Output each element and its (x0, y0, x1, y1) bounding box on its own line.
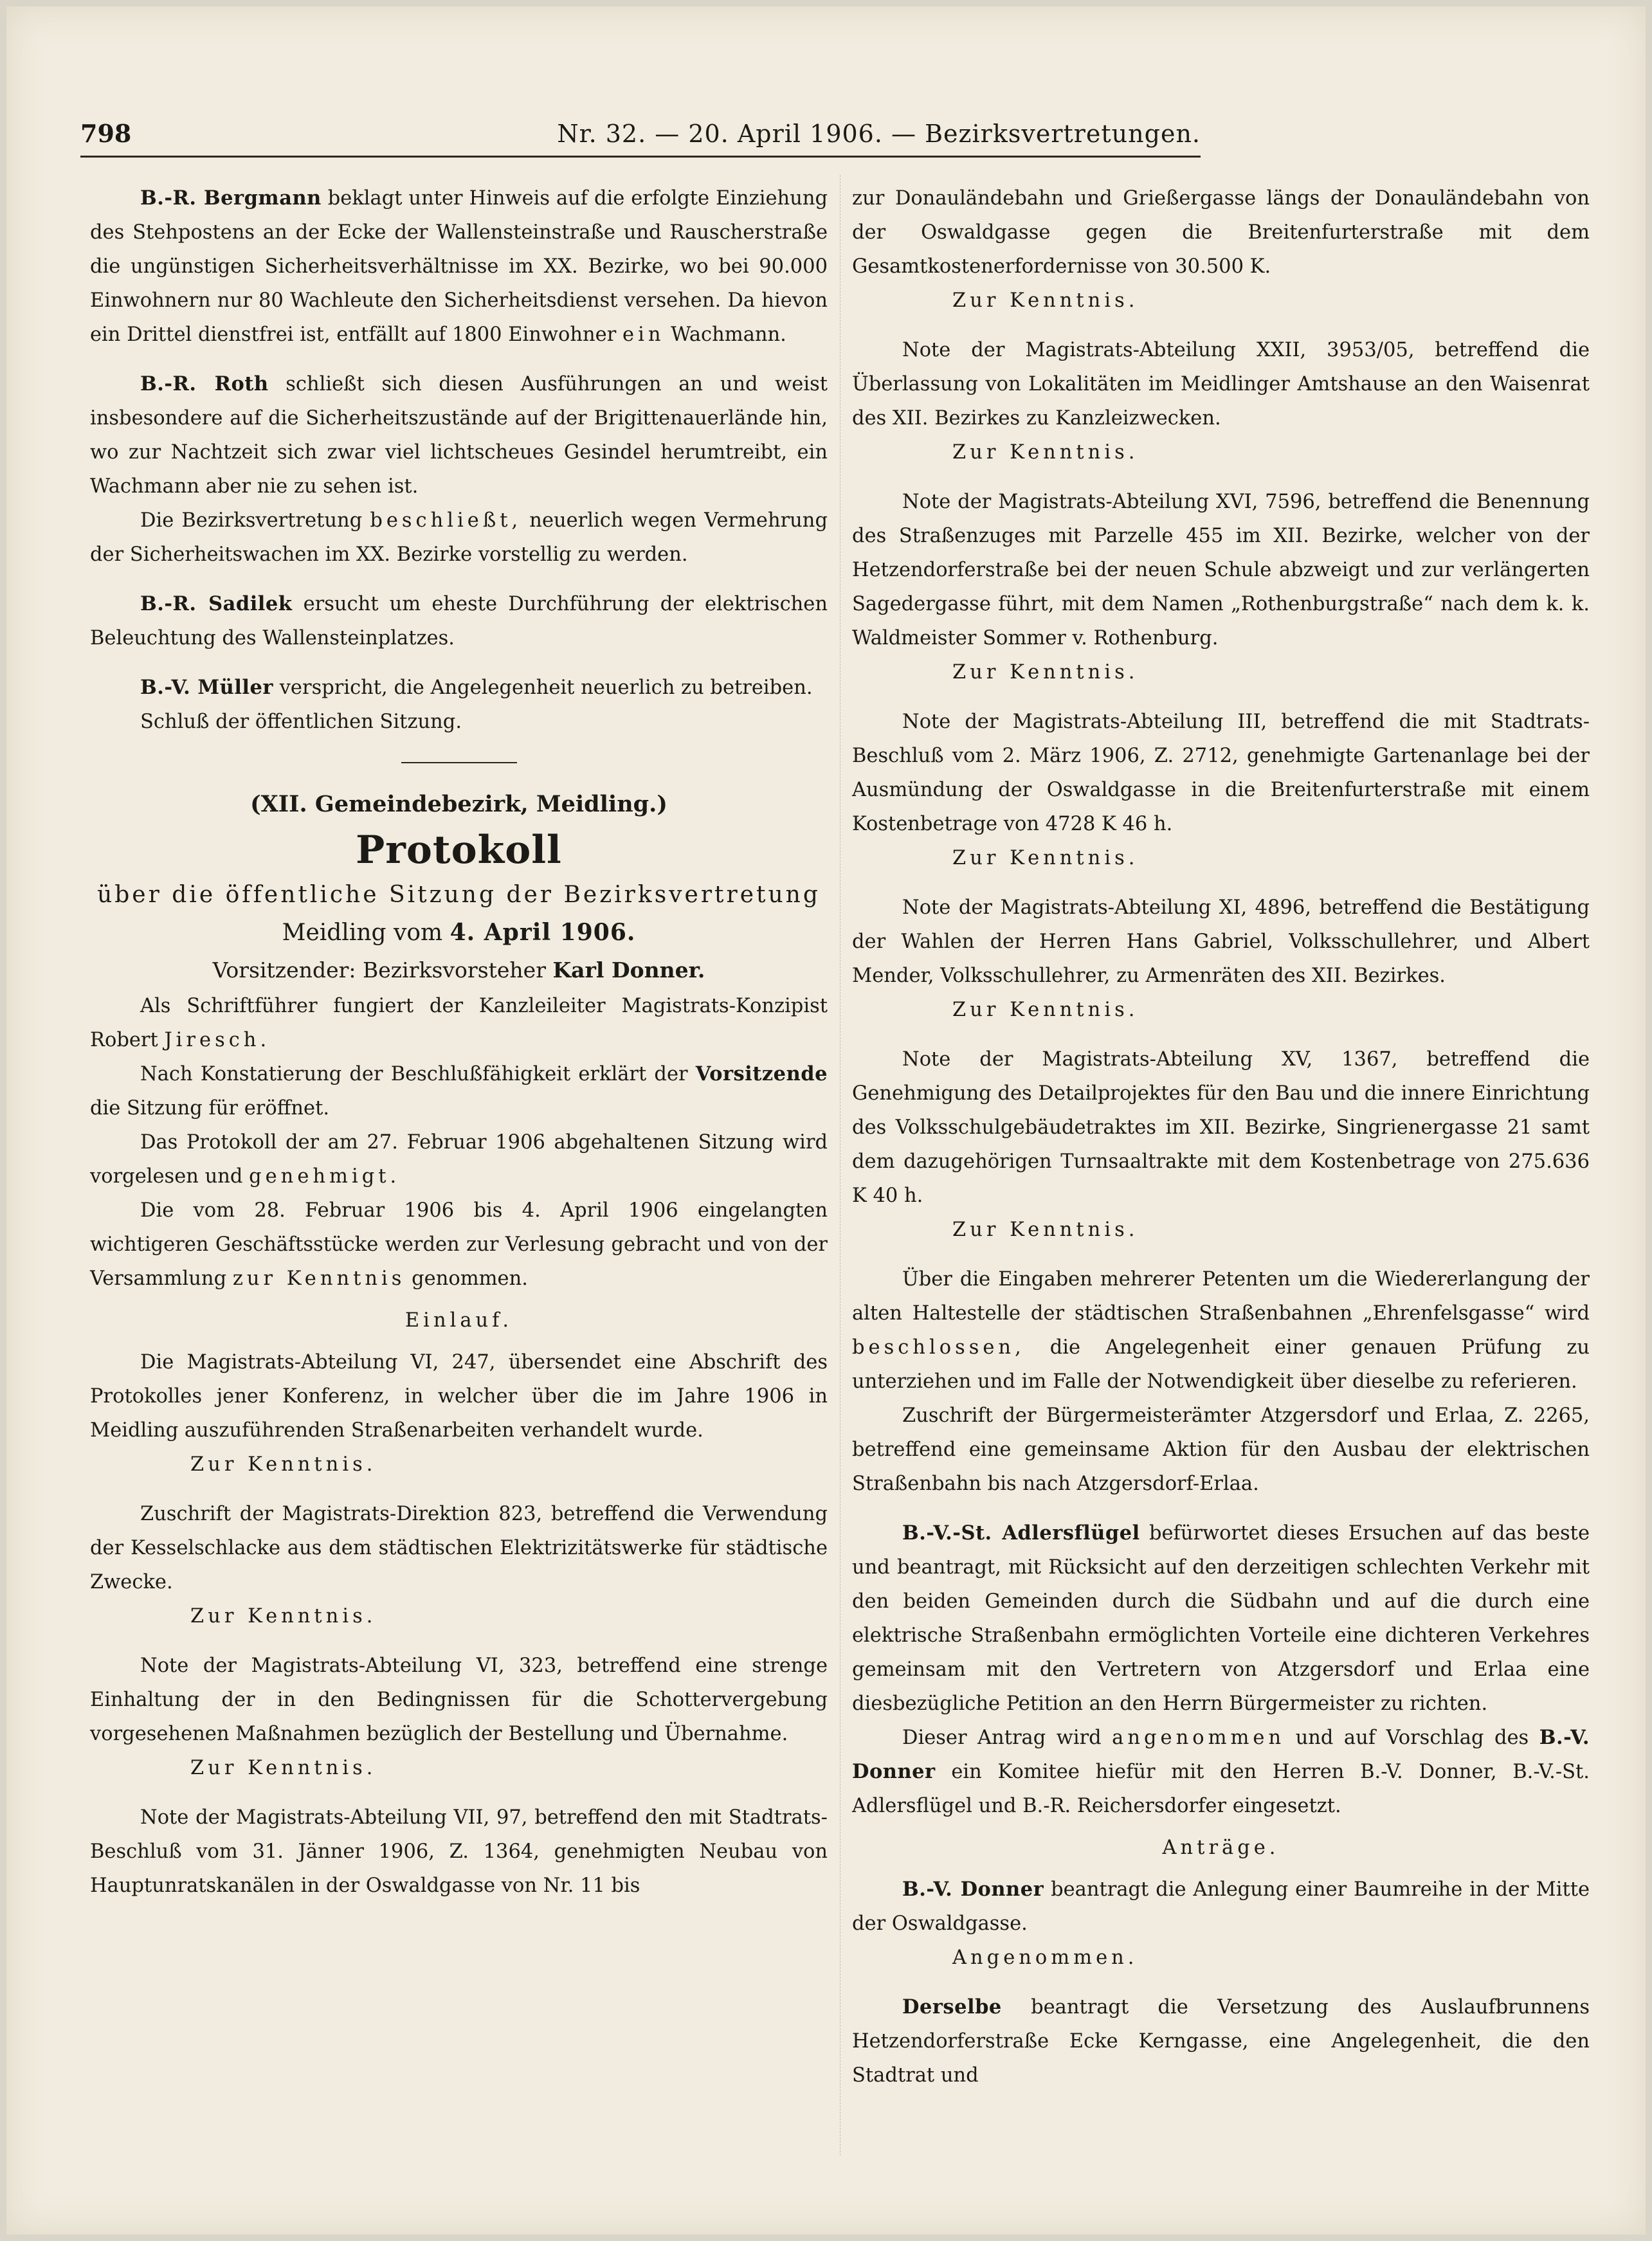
paragraph-text: Über die Eingaben mehrerer Petenten um die Wiedererlangung der alten Haltestelle der städtischen Straßenbahnen „Ehrenfelsgasse“ wird (852, 1268, 1590, 1325)
paragraph-text: genommen. (412, 1267, 528, 1290)
item-text: Note der Magistrats-Abteilung III, betreffend die mit Stadtrats-Beschluß vom 2. März 1906, Z. 2712, genehmigte Gartenanlage bei der Ausmündung der Oswaldgasse in die Breitenfurterstraße mit einem Kostenbetrage von 4728 K 46 h. (852, 711, 1590, 835)
item-text: Die Magistrats-Abteilung VI, 247, übersendet eine Abschrift des Protokolles jener Konferenz, in welcher über die im Jahre 1906 in Meidling auszuführenden Straßenarbeiten verhandelt wurde. (90, 1351, 828, 1442)
page-number: 798 (80, 119, 132, 148)
paragraph-text: und auf Vorschlag des (1295, 1727, 1529, 1749)
paragraph-text: beklagt unter Hinweis auf die erfolgte Einziehung des Stehpostens an der Ecke der Wallensteinstraße und Rauscherstraße die ungünstigen Sicherheitsverhältnisse im XX. Bezirke, wo bei 90.000 Einwohnern nur 80 Wachleute den Sicherheitsdienst versehen. Da hievon ein Drittel dienstfrei ist, entfällt auf 1800 Einwohner (90, 187, 828, 346)
paragraph-secretary (90, 989, 828, 1057)
speaker-name: B.-R. Sadilek (140, 592, 293, 615)
protokoll-subtitle-date (90, 914, 828, 952)
paragraph-petition (852, 1262, 1590, 1399)
item-text: Note der Magistrats-Abteilung VI, 323, betreffend eine strenge Einhaltung der in den Bedingnissen für die Schottervergebung vorgesehenen Maßnahmen bezüglich der Bestellung und Übernahme. (90, 1655, 828, 1745)
spaced-emphasis: ein (622, 323, 665, 346)
session-close: Schluß der öffentlichen Sitzung. (140, 711, 462, 733)
paragraph-quorum (90, 1057, 828, 1125)
item-text: Note der Magistrats-Abteilung XVI, 7596, betreffend die Benennung des Straßenzuges mit Parzelle 455 im XII. Bezirke, welcher von der Hetzendorferstraße bei der neuen Schule abzweigt und zur verlängerten Sagedergasse führt, mit dem Namen „Rothenburgstraße“ nach dem k. k. Waldmeister Sommer v. Rothenburg. (852, 491, 1590, 649)
paragraph-text: beantragt die Anlegung einer Baumreihe in der Mitte der Oswaldgasse. (852, 1878, 1590, 1935)
item-response: Zur Kenntnis. (952, 1219, 1139, 1241)
paragraph-adlersfluegel (852, 1516, 1590, 1721)
item-response: Zur Kenntnis. (952, 441, 1139, 464)
left-column (90, 181, 828, 1903)
item-text: Note der Magistrats-Abteilung XI, 4896, betreffend die Bestätigung der Wahlen der Herren Hans Gabriel, Volksschullehrer, und Albert Mender, Volksschullehrer, zu Armenräten des XII. Bezirkes. (852, 896, 1590, 987)
chair-line (90, 952, 828, 989)
header-rule (80, 156, 1201, 158)
paragraph-text: befürwortet dieses Ersuchen auf das beste und beantragt, mit Rücksicht auf den derzeitigen schlechten Verkehr mit den beiden Gemeinden durch die Südbahn und auf die durch eine elektrische Straßenbahn ermöglichten Vorteile eine dichteren Verkehres gemeinsam mit den Vertretern von Atzgersdorf und Erlaa eine diesbezügliche Petition an den Herrn Bürgermeister zu richten. (852, 1522, 1590, 1715)
paragraph-text: Dieser Antrag wird (902, 1727, 1102, 1749)
item-response: Zur Kenntnis. (952, 999, 1139, 1021)
subtitle-text: Meidling vom (282, 920, 443, 946)
newspaper-page (6, 6, 1646, 2235)
item-response: Zur Kenntnis. (952, 289, 1139, 312)
right-column (852, 181, 1590, 2092)
paragraph-minutes (90, 1125, 828, 1193)
item-response: Angenommen. (952, 1946, 1138, 1969)
item-text-continued: zur Donauländebahn und Grießergasse längs der Donauländebahn von der Oswaldgasse gegen die Breitenfurterstraße mit dem Gesamtkostenerfordernisse von 30.500 K. (852, 187, 1590, 278)
item-response: Zur Kenntnis. (952, 847, 1139, 869)
spaced-emphasis: beschließt, (370, 509, 522, 532)
speaker-name: B.-V. Müller (140, 676, 273, 699)
session-date: 4. April 1906. (449, 919, 636, 946)
item-text: Note der Magistrats-Abteilung XXII, 3953/05, betreffend die Überlassung von Lokalitäten im Meidlinger Amtshause an den Waisenrat des XII. Bezirkes zu Kanzleizwecken. (852, 339, 1590, 430)
paragraph-text: neuerlich wegen Vermehrung der Sicherheitswachen im XX. Bezirke vorstellig zu werden. (90, 509, 828, 566)
section-rule (401, 762, 517, 763)
paragraph-motion (852, 1721, 1590, 1823)
speaker-name: B.-V. Donner (852, 1726, 1590, 1783)
district-heading: (XII. Gemeindebezirk, Meidling.) (250, 791, 667, 817)
paragraph-text: Als Schriftführer fungiert der Kanzleileiter Magistrats-Konzipist Robert (90, 995, 828, 1051)
spaced-emphasis: Jiresch. (164, 1029, 271, 1051)
chair-name: Karl Donner. (552, 957, 705, 983)
paragraph-text: die Angelegenheit einer genauen Prüfung zu unterziehen und im Falle der Notwendigkeit über dieselbe zu referieren. (852, 1336, 1590, 1393)
paragraph-text: Das Protokoll der am 27. Februar 1906 abgehaltenen Sitzung wird vorgelesen und (90, 1131, 828, 1188)
item-response: Zur Kenntnis. (190, 1453, 377, 1476)
speaker-name: B.-R. Roth (140, 372, 269, 395)
item-response: Zur Kenntnis. (952, 661, 1139, 684)
spaced-emphasis: beschlossen, (852, 1336, 1025, 1359)
paragraph-derselbe (852, 1990, 1590, 2092)
item-response: Zur Kenntnis. (190, 1605, 377, 1628)
paragraph-text: ein Komitee hiefür mit den Herren B.-V. Donner, B.-V.-St. Adlersflügel und B.-R. Reichersdorfer eingesetzt. (852, 1761, 1590, 1817)
bold-term: Vorsitzende (695, 1062, 828, 1085)
item-text: Zuschrift der Magistrats-Direktion 823, betreffend die Verwendung der Kesselschlacke aus dem städtischen Elektrizitätswerke für städtische Zwecke. (90, 1503, 828, 1593)
paragraph-mueller (90, 671, 828, 705)
paragraph-zuschrift: Zuschrift der Bürgermeisterämter Atzgersdorf und Erlaa, Z. 2265, betreffend eine gemeinsame Aktion für den Ausbau der elektrischen Straßenbahn bis nach Atzgersdorf-Erlaa. (852, 1404, 1590, 1495)
speaker-name: B.-V. Donner (902, 1878, 1044, 1901)
section-heading-antraege: Anträge. (1162, 1837, 1280, 1859)
protokoll-title: Protokoll (356, 828, 562, 873)
paragraph-donner (852, 1873, 1590, 1941)
paragraph-text: ersucht um eheste Durchführung der elektrischen Beleuchtung des Wallensteinplatzes. (90, 593, 828, 649)
speaker-name: B.-R. Bergmann (140, 186, 322, 210)
spaced-emphasis: genehmigt. (249, 1165, 401, 1188)
speaker-name: B.-V.-St. Adlersflügel (902, 1521, 1140, 1545)
paragraph-text: Nach Konstatierung der Beschlußfähigkeit erklärt der (140, 1063, 688, 1085)
running-title: Nr. 32. — 20. April 1906. — Bezirksvertretungen. (557, 120, 1201, 148)
paragraph-documents (90, 1193, 828, 1296)
spaced-emphasis: angenommen (1112, 1727, 1285, 1749)
page-header (80, 114, 1201, 153)
paragraph-text: schließt sich diesen Ausführungen an und weist insbesondere auf die Sicherheitszustände auf der Brigittenauerlände hin, wo zur Nachtzeit sich zwar viel lichtscheues Gesindel herumtreibt, ein Wachmann aber nie zu sehen ist. (90, 373, 828, 498)
item-text: Note der Magistrats-Abteilung XV, 1367, betreffend die Genehmigung des Detailprojektes für den Bau und die innere Einrichtung des Volksschulgebäudetraktes im XII. Bezirke, Singrienergasse 21 samt dem dazugehörigen Turnsaaltrakte mit dem Kostenbetrage von 275.636 K 40 h. (852, 1048, 1590, 1207)
speaker-name: Derselbe (902, 1995, 1002, 2019)
paragraph-text: verspricht, die Angelegenheit neuerlich zu betreiben. (279, 676, 813, 699)
chair-label: Vorsitzender: Bezirksvorsteher (212, 957, 546, 983)
paragraph-resolution (90, 504, 828, 572)
paragraph-bergmann (90, 181, 828, 352)
paragraph-text: Die vom 28. Februar 1906 bis 4. April 1906 eingelangten wichtigeren Geschäftsstücke werden zur Verlesung gebracht und von der Versammlung (90, 1199, 828, 1290)
paragraph-text: Wachmann. (671, 323, 786, 346)
section-heading-einlauf: Einlauf. (404, 1309, 513, 1332)
paragraph-roth (90, 367, 828, 504)
item-response: Zur Kenntnis. (190, 1757, 377, 1779)
spaced-emphasis: zur Kenntnis (232, 1267, 406, 1290)
protokoll-subtitle: über die öffentliche Sitzung der Bezirksvertretung (97, 882, 821, 908)
paragraph-text: beantragt die Versetzung des Auslaufbrunnens Hetzendorferstraße Ecke Kerngasse, eine Angelegenheit, die den Stadtrat und (852, 1996, 1590, 2087)
paragraph-sadilek (90, 587, 828, 655)
paragraph-text: Die Bezirksvertretung (140, 509, 363, 532)
paragraph-text: die Sitzung für eröffnet. (90, 1097, 330, 1120)
item-text: Note der Magistrats-Abteilung VII, 97, betreffend den mit Stadtrats-Beschluß vom 31. Jänner 1906, Z. 1364, genehmigten Neubau von Hauptunratskanälen in der Oswaldgasse von Nr. 11 bis (90, 1806, 828, 1897)
